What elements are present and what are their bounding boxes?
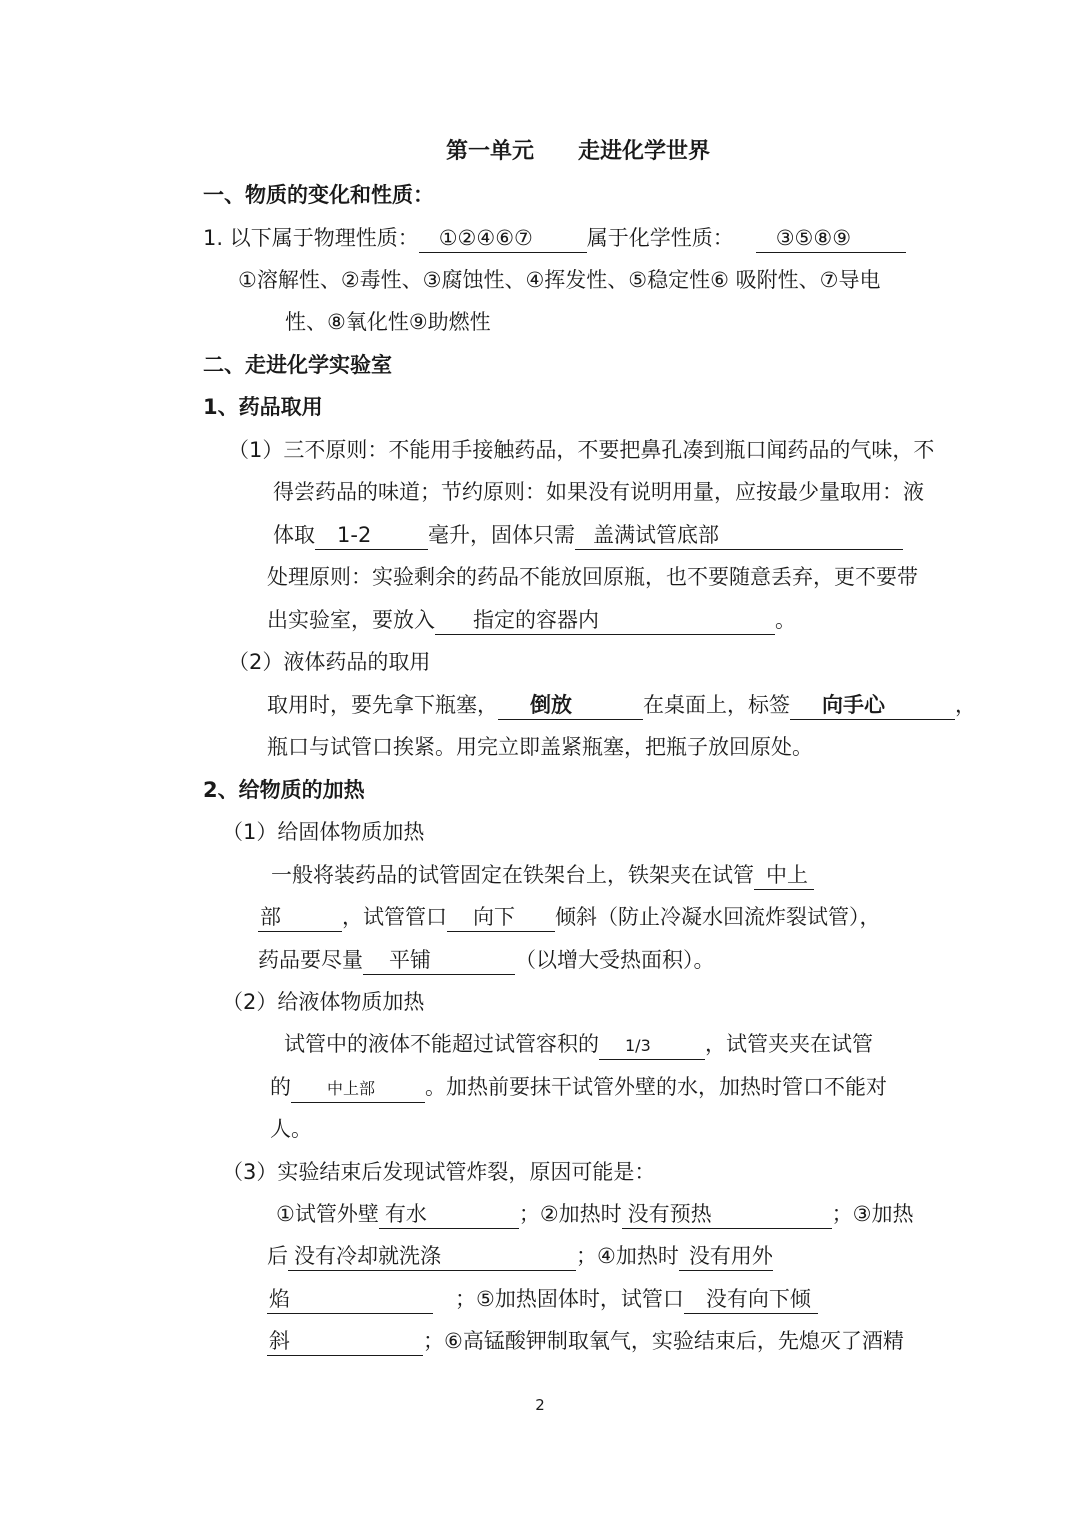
paragraph-line: 取用时，要先拿下瓶塞， 倒放 在桌面上，标签 向手心 ， bbox=[267, 690, 976, 720]
paragraph-line: 出实验室，要放入 指定的容器内 。 bbox=[267, 605, 796, 635]
subsection-liquid: （2）液体药品的取用 bbox=[228, 650, 431, 674]
section-heading-1: 一、物质的变化和性质： bbox=[203, 183, 434, 207]
paragraph-line: 一般将装药品的试管固定在铁架台上，铁架夹在试管 中上 bbox=[271, 860, 814, 890]
answer-cause-1: 有水 bbox=[379, 1201, 519, 1229]
answer-clamp-position-cont: 部 bbox=[258, 904, 342, 932]
paragraph-line: 得尝药品的味道；节约原则：如果没有说明用量，应按最少量取用：液 bbox=[273, 480, 924, 504]
answer-cause-4-cont: 焰 bbox=[267, 1286, 433, 1314]
paragraph-line: 后 没有冷却就洗涤 ；④加热时 没有用外 bbox=[267, 1241, 773, 1271]
paragraph-line: 的 中上部 。加热前要抹干试管外壁的水，加热时管口不能对 bbox=[270, 1072, 887, 1103]
answer-label: 向手心 bbox=[790, 692, 955, 720]
subheading-heating: 2、给物质的加热 bbox=[203, 778, 365, 802]
page-title: 第一单元 走进化学世界 bbox=[446, 139, 711, 164]
property-list-line1: ①溶解性、②毒性、③腐蚀性、④挥发性、⑤稳定性⑥ 吸附性、⑦导电 bbox=[238, 268, 881, 292]
answer-clamp-position: 中上 bbox=[754, 862, 814, 890]
paragraph-line: 处理原则：实验剩余的药品不能放回原瓶，也不要随意丢弃，更不要带 bbox=[267, 565, 918, 589]
paragraph-line: 体取 1-2 毫升，固体只需 盖满试管底部 bbox=[273, 520, 903, 550]
answer-volume-fraction: 1/3 bbox=[599, 1032, 705, 1060]
page-number: 2 bbox=[535, 1396, 545, 1414]
subsection-solid-heating: （1）给固体物质加热 bbox=[222, 820, 425, 844]
paragraph-line: 斜 ；⑥高锰酸钾制取氧气，实验结束后，先熄灭了酒精 bbox=[267, 1326, 904, 1356]
answer-physical: ①②④⑥⑦ bbox=[419, 225, 587, 253]
section-heading-2: 二、走进化学实验室 bbox=[203, 353, 392, 377]
answer-stopper: 倒放 bbox=[498, 692, 643, 720]
answer-cause-5: 没有向下倾 bbox=[684, 1286, 818, 1314]
paragraph-line: 部 ，试管管口 向下 倾斜（防止冷凝水回流炸裂试管）， bbox=[258, 902, 881, 932]
answer-holder-position: 中上部 bbox=[291, 1075, 425, 1103]
property-list-line2: 性、⑧氧化性⑨助燃性 bbox=[285, 310, 491, 334]
paragraph-line: 焰 ；⑤加热固体时，试管口 没有向下倾 bbox=[267, 1284, 818, 1314]
subheading-reagent: 1、药品取用 bbox=[203, 395, 323, 419]
subsection-crack-causes: （3）实验结束后发现试管炸裂，原因可能是： bbox=[222, 1160, 656, 1184]
answer-liquid-amount: 1-2 bbox=[315, 522, 428, 550]
subsection-liquid-heating: （2）给液体物质加热 bbox=[222, 990, 425, 1014]
paragraph-line: 人。 bbox=[270, 1117, 312, 1141]
answer-spread: 平铺 bbox=[363, 947, 515, 975]
paragraph-line: 瓶口与试管口挨紧。用完立即盖紧瓶塞，把瓶子放回原处。 bbox=[267, 735, 813, 759]
answer-chemical: ③⑤⑧⑨ bbox=[756, 225, 906, 253]
answer-solid-amount: 盖满试管底部 bbox=[575, 522, 903, 550]
paragraph-line: 药品要尽量 平铺 （以增大受热面积）。 bbox=[258, 945, 715, 975]
answer-container: 指定的容器内 bbox=[435, 607, 775, 635]
question-1: 1. 以下属于物理性质： ①②④⑥⑦ 属于化学性质： ③⑤⑧⑨ bbox=[203, 223, 906, 253]
answer-cause-3: 没有冷却就洗涤 bbox=[288, 1243, 576, 1271]
paragraph-line: ①试管外壁 有水 ；②加热时 没有预热 ；③加热 bbox=[276, 1199, 913, 1229]
answer-cause-4: 没有用外 bbox=[679, 1243, 773, 1271]
paragraph-line: （1）三不原则：不能用手接触药品，不要把鼻孔凑到瓶口闻药品的气味，不 bbox=[228, 438, 935, 462]
paragraph-line: 试管中的液体不能超过试管容积的 1/3 ，试管夹夹在试管 bbox=[284, 1029, 873, 1060]
answer-tube-mouth: 向下 bbox=[447, 904, 555, 932]
answer-cause-5-cont: 斜 bbox=[267, 1328, 423, 1356]
answer-cause-2: 没有预热 bbox=[622, 1201, 832, 1229]
